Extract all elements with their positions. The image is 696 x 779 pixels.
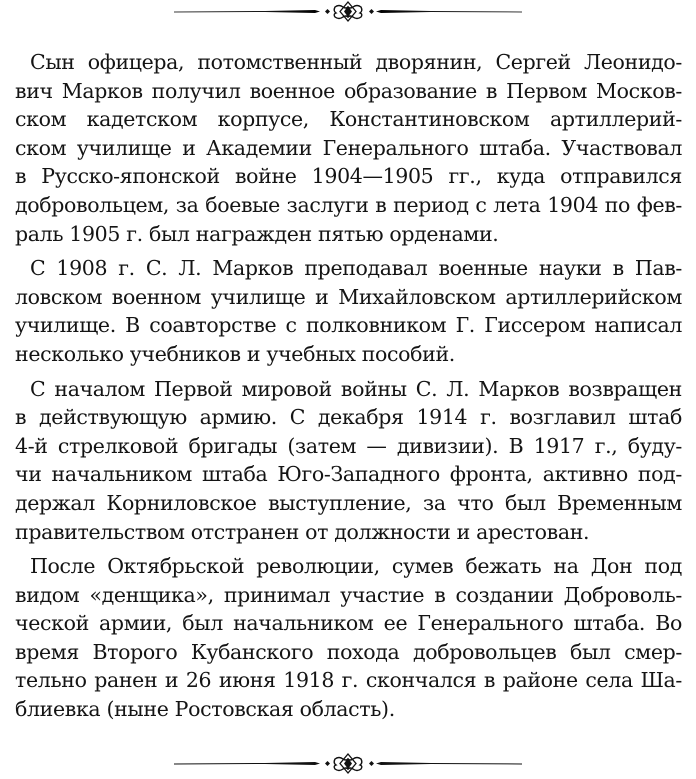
text-line: 4-й стрелковой бригады (затем — дивизии). В 1917 г., буду- [15,433,682,458]
text-line: ловском военном училище и Михайловском артиллерийском [15,284,682,309]
text-line: вич Марков получил военное образование в Первом Москов- [15,78,682,103]
text-line: время Второго Кубанского похода добровольцев был смер- [15,639,682,664]
text-line: тельно ранен и 26 июня 1918 г. скончался в районе села Ша- [15,668,682,693]
bottom-ornament-divider [170,752,526,778]
paragraph-3 [15,375,682,547]
text-line: Сын офицера, потомственный дворянин, Сергей Леонидо- [30,50,682,74]
text-line: правительством отстранен от должности и арестован. [15,519,590,544]
text-line: в действующую армию. С декабря 1914 г. возглавил штаб [15,405,682,430]
text-line: С началом Первой мировой войны С. Л. Марков возвращен [30,376,682,401]
text-line: С 1908 г. С. Л. Марков преподавал военные науки в Пав- [30,256,682,281]
text-line: чи начальником штаба Юго-Западного фронта, активно под- [15,462,682,487]
text-line: ческой армии, был начальником ее Генерального штаба. Во [15,611,682,636]
text-line: держал Корниловское выступление, за что был Временным [15,490,682,515]
article-body [15,48,682,724]
paragraph-1 [15,48,682,248]
paragraph-4 [15,552,682,724]
text-line: ском училище и Академии Генерального штаба. Участвовал [15,135,682,160]
text-line: училище. В соавторстве с полковником Г. Гиссером написал [15,313,682,338]
text-line: блиевка (ныне Ростовская область). [15,697,395,722]
text-line: добровольцем, за боевые заслуги в период с лета 1904 по фев- [15,192,682,217]
ornament-icon [170,752,526,778]
ornament-icon [170,0,526,26]
text-line: После Октябрьской революции, сумев бежать на Дон под [30,554,682,579]
text-line: несколько учебников и учебных пособий. [15,341,455,366]
paragraph-2 [15,254,682,368]
text-line: раль 1905 г. был награжден пятью орденами. [15,221,499,246]
text-line: видом «денщика», принимал участие в создании Доброволь- [15,582,682,607]
top-ornament-divider [170,0,526,26]
text-line: в Русско-японской войне 1904—1905 гг., куда отправился [15,164,682,189]
text-line: ском кадетском корпусе, Константиновском артиллерий- [15,107,682,132]
